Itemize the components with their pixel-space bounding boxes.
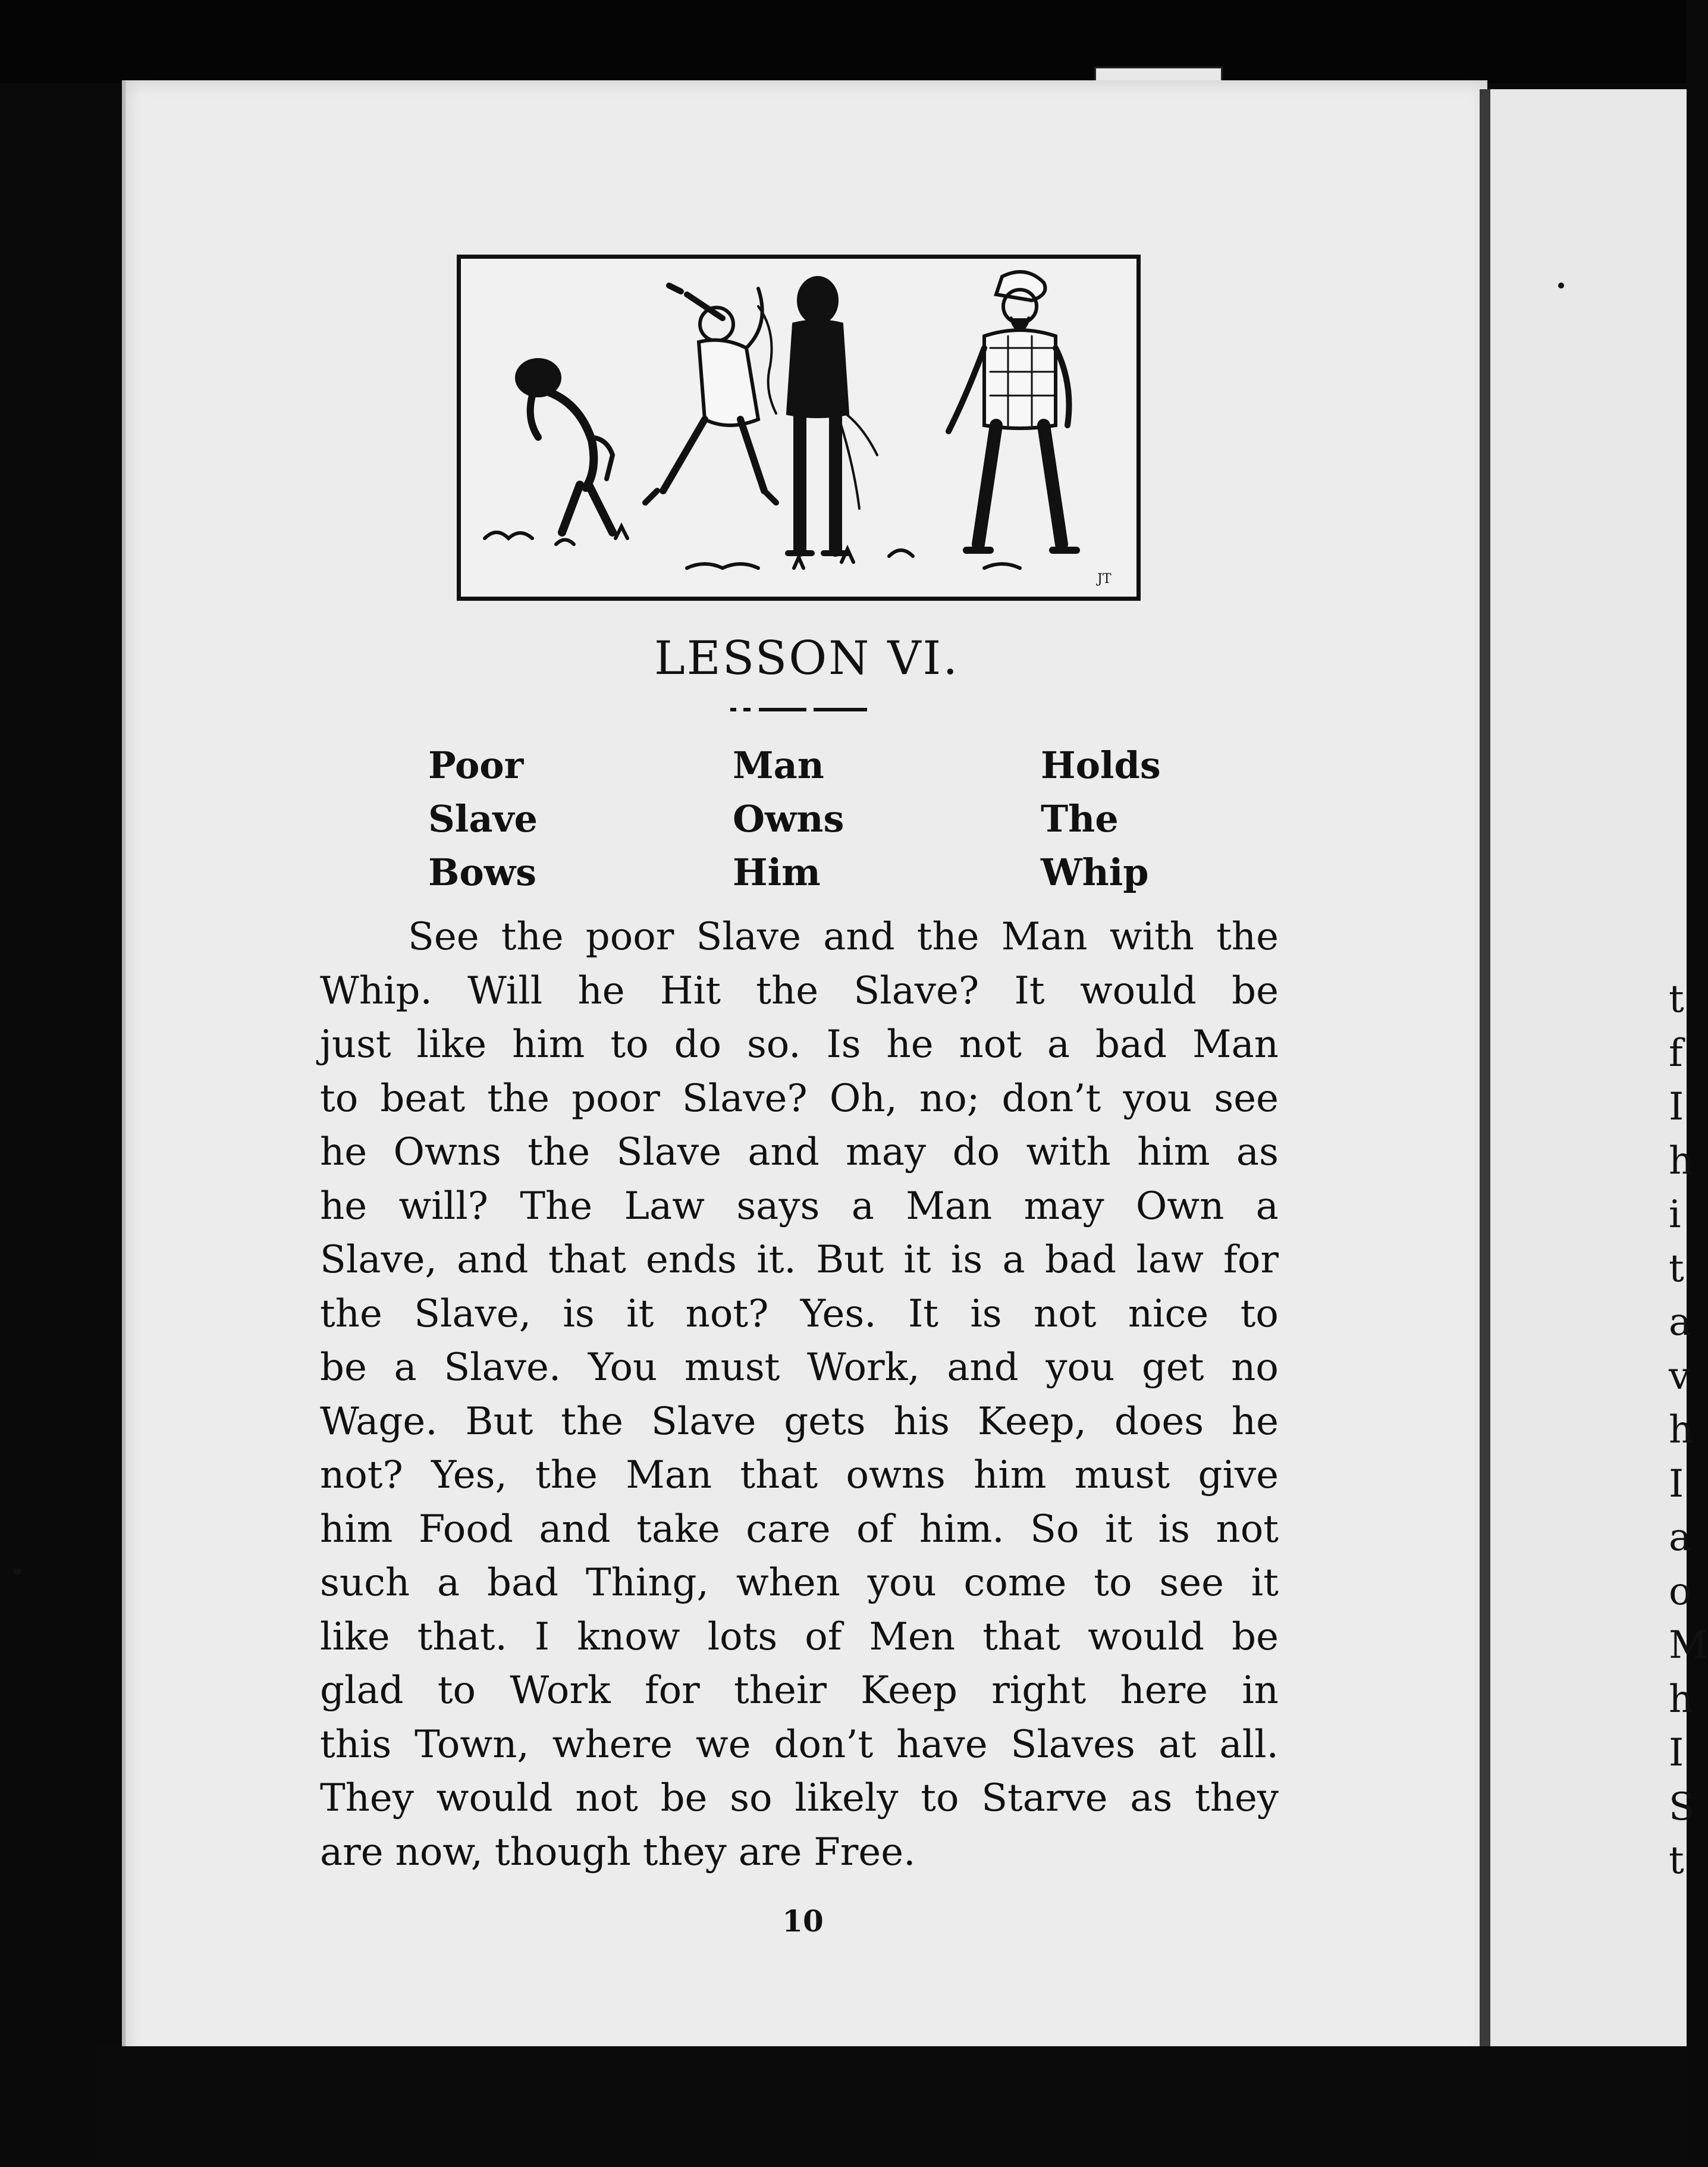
body-word: But [816, 1238, 884, 1282]
body-word: and [457, 1238, 529, 1282]
body-word: do [952, 1130, 1000, 1174]
body-word: where [552, 1722, 673, 1767]
body-word: ends [645, 1238, 737, 1282]
body-word: Slave [616, 1130, 721, 1174]
body-word: him [320, 1507, 393, 1551]
body-word: him [512, 1023, 585, 1067]
body-word: that. [417, 1614, 507, 1659]
body-word: will? [398, 1184, 488, 1228]
body-word: Free. [814, 1830, 916, 1874]
body-word: have [896, 1722, 988, 1767]
body-word: with [1026, 1130, 1111, 1174]
body-word: you [1123, 1076, 1192, 1121]
body-word: like [320, 1614, 390, 1659]
body-word: must [1074, 1453, 1170, 1497]
body-word: the [535, 1453, 598, 1497]
right-page-line-fragment: M [1669, 1623, 1708, 1667]
body-line [320, 1072, 1279, 1126]
body-word: of [805, 1614, 842, 1659]
right-page-line-fragment: t [1669, 1246, 1684, 1291]
body-word: Town, [415, 1722, 529, 1767]
body-word: he [320, 1184, 368, 1228]
body-word: Food [418, 1507, 513, 1551]
body-word: poor [585, 915, 674, 959]
body-word: Is [826, 1023, 861, 1067]
body-word: to [921, 1776, 959, 1820]
vocab-word: Whip [1041, 851, 1149, 894]
body-word: when [736, 1561, 840, 1605]
right-page-line-fragment: f [1669, 1031, 1683, 1075]
body-word: be [660, 1776, 708, 1820]
body-word: at [1158, 1722, 1197, 1767]
body-word: So [1030, 1507, 1079, 1551]
body-word: Slave? [853, 968, 979, 1013]
book-gutter [1480, 89, 1490, 2064]
lesson-title: LESSON VI. [654, 632, 960, 685]
body-word: it. [756, 1238, 796, 1282]
body-line [320, 1771, 1279, 1826]
body-line [320, 964, 1279, 1018]
body-word: would [1079, 968, 1197, 1013]
body-word: with [1109, 915, 1194, 959]
right-page-line-fragment: h [1669, 1677, 1694, 1721]
body-word: a [1002, 1238, 1025, 1282]
body-line [320, 1448, 1279, 1503]
body-word: though [494, 1830, 631, 1874]
vocab-column-2 [733, 739, 844, 899]
vocab-column-1 [428, 739, 538, 899]
body-word: Hit [660, 968, 721, 1013]
body-word: Keep, [977, 1399, 1087, 1444]
vocab-word: The [1041, 797, 1119, 841]
body-word: so. [746, 1023, 801, 1067]
body-word: not [1034, 1291, 1097, 1336]
body-word: don’t [774, 1722, 874, 1767]
right-page-line-fragment: h [1669, 1408, 1694, 1452]
right-page-line-fragment: a [1669, 1300, 1692, 1344]
body-word: to [320, 1076, 359, 1121]
body-word: The [520, 1184, 593, 1228]
body-word: bad [1045, 1238, 1117, 1282]
body-line [320, 1556, 1279, 1610]
body-word: says [736, 1184, 820, 1228]
body-word: Oh, [829, 1076, 897, 1121]
body-word: now, [395, 1830, 483, 1874]
body-word: be [1232, 1614, 1279, 1659]
body-word: give [1198, 1453, 1279, 1497]
body-word: a [437, 1561, 460, 1605]
body-word: right [991, 1669, 1087, 1713]
body-word: Will [467, 968, 543, 1013]
page-number: 10 [782, 1903, 824, 1939]
body-word: Slave [696, 915, 802, 959]
body-word: such [320, 1561, 410, 1605]
body-line [320, 1287, 1279, 1341]
body-word: not? [320, 1453, 403, 1497]
right-page-line-fragment: h [1669, 1139, 1694, 1183]
body-word: take [636, 1507, 720, 1551]
body-word: Slave. [444, 1346, 561, 1390]
body-word: lots [707, 1614, 778, 1659]
whip-holder-figure [949, 272, 1076, 550]
body-word: is [1158, 1507, 1190, 1551]
body-word: as [1236, 1130, 1279, 1174]
body-word: in [1242, 1669, 1279, 1713]
body-word: You [588, 1346, 658, 1390]
body-word: the [916, 915, 979, 959]
body-word: just [320, 1023, 391, 1067]
body-word: Man [1192, 1023, 1279, 1067]
body-word: Slave, [414, 1291, 532, 1336]
body-word: him. [919, 1507, 1004, 1551]
body-line [320, 1503, 1279, 1557]
body-word: Whip. [320, 968, 432, 1013]
body-word: are [738, 1830, 802, 1874]
body-word: here [1120, 1669, 1208, 1713]
right-page-line-fragment: S [1669, 1785, 1695, 1829]
title-divider [730, 708, 867, 711]
body-line [320, 1125, 1279, 1180]
body-word: you [1045, 1346, 1115, 1390]
body-word: a [394, 1346, 417, 1390]
body-word: the [756, 968, 819, 1013]
body-word: be [1232, 968, 1279, 1013]
body-word: that [982, 1614, 1060, 1659]
body-word: like [416, 1023, 487, 1067]
body-word: a [1047, 1023, 1070, 1067]
body-word: a [1255, 1184, 1279, 1228]
body-line [320, 1610, 1279, 1664]
body-word: that [548, 1238, 626, 1282]
right-page-line-fragment: v [1669, 1354, 1691, 1398]
body-word: not [959, 1023, 1022, 1067]
body-word: Starve [981, 1776, 1108, 1820]
body-word: not? [685, 1291, 769, 1336]
film-border-bottom [95, 2046, 1687, 2167]
body-word: Men [869, 1614, 956, 1659]
body-word: It [1014, 968, 1045, 1013]
body-word: poor [572, 1076, 660, 1121]
body-word: you [867, 1561, 937, 1605]
body-word: may [1023, 1184, 1104, 1228]
body-word: this [320, 1722, 392, 1767]
body-word: Work, [807, 1346, 920, 1390]
body-word: may [846, 1130, 927, 1174]
body-word: and [823, 915, 895, 959]
right-page-line-fragment: I [1669, 1731, 1684, 1775]
vocab-word: Poor [428, 744, 524, 787]
body-word: does [1114, 1399, 1204, 1444]
body-word: owns [846, 1453, 946, 1497]
film-border-top [0, 0, 1687, 83]
slave-illustration [457, 255, 1141, 601]
body-word: it [903, 1238, 931, 1282]
body-word: Work [510, 1669, 611, 1713]
artist-signature: JT [1097, 572, 1112, 587]
body-word: Owns [393, 1130, 501, 1174]
body-word: would [1088, 1614, 1205, 1659]
film-speck [13, 1568, 21, 1575]
bowing-slave-figure [517, 360, 613, 532]
body-word: likely [795, 1776, 899, 1820]
body-line [320, 1664, 1279, 1718]
body-word: the [501, 915, 564, 959]
body-word: is [563, 1291, 595, 1336]
body-word: care [746, 1507, 831, 1551]
body-word: no; [919, 1076, 980, 1121]
right-page [1490, 89, 1687, 2070]
body-word: to [437, 1669, 476, 1713]
body-word: I [534, 1614, 550, 1659]
body-word: he [320, 1130, 368, 1174]
body-word: it [1104, 1507, 1133, 1551]
body-word: of [856, 1507, 894, 1551]
body-word: their [734, 1669, 827, 1713]
right-page-line-fragment: i [1669, 1193, 1681, 1237]
body-word: don’t [1001, 1076, 1101, 1121]
body-word: all. [1219, 1722, 1279, 1767]
body-word: beat [380, 1076, 466, 1121]
page-speck [1558, 283, 1564, 288]
body-word: Wage. [320, 1399, 438, 1444]
body-line [320, 1341, 1279, 1395]
body-word: the [528, 1130, 591, 1174]
body-word: glad [320, 1669, 404, 1713]
body-word: it [626, 1291, 654, 1336]
body-word: do [674, 1023, 722, 1067]
vocab-word: Man [733, 744, 824, 787]
body-word: to [610, 1023, 649, 1067]
body-line [320, 1233, 1279, 1287]
vocab-word: Him [733, 851, 821, 894]
right-page-line-fragment: a [1669, 1516, 1692, 1560]
right-page-line-fragment: o [1669, 1569, 1692, 1614]
body-line [320, 1718, 1279, 1772]
body-word: Thing, [585, 1561, 709, 1605]
body-word: they [642, 1830, 727, 1874]
body-word: Slave? [682, 1076, 808, 1121]
right-page-line-fragment: t [1669, 1839, 1684, 1883]
body-word: It [908, 1291, 938, 1336]
body-word: See [408, 915, 479, 959]
body-word: know [577, 1614, 680, 1659]
body-word: no [1231, 1346, 1279, 1390]
body-word: to [1094, 1561, 1132, 1605]
vocab-word: Holds [1041, 744, 1161, 787]
body-word: is [970, 1291, 1002, 1336]
body-word: are [320, 1830, 384, 1874]
body-word: They [320, 1776, 414, 1820]
body-word: not [1216, 1507, 1279, 1551]
body-word: law [1136, 1238, 1204, 1282]
body-word: Man [1001, 915, 1088, 959]
body-word: for [644, 1669, 700, 1713]
body-word: be [320, 1346, 367, 1390]
body-word: would [436, 1776, 553, 1820]
body-word: But [465, 1399, 533, 1444]
body-word: as [1130, 1776, 1173, 1820]
body-word: the [487, 1076, 550, 1121]
body-word: and [539, 1507, 611, 1551]
body-word: him [1137, 1130, 1210, 1174]
body-word: Own [1135, 1184, 1225, 1228]
vocab-word: Bows [428, 851, 537, 894]
body-word: we [695, 1722, 751, 1767]
vocab-column-3 [1041, 739, 1161, 899]
body-word: a [851, 1184, 874, 1228]
body-word: he [1231, 1399, 1279, 1444]
right-page-line-fragment: I [1669, 1085, 1684, 1129]
body-word: Man [626, 1453, 712, 1497]
body-word: come [963, 1561, 1067, 1605]
body-word: gets [784, 1399, 866, 1444]
raising-whip-figure [645, 286, 776, 503]
body-word: see [1159, 1561, 1224, 1605]
body-word: bad [487, 1561, 559, 1605]
body-word: and [947, 1346, 1019, 1390]
body-word: get [1141, 1346, 1204, 1390]
right-page-text-fragments [1669, 973, 1708, 1888]
body-word: they [1195, 1776, 1279, 1820]
body-word: that [740, 1453, 818, 1497]
body-word: to [1240, 1291, 1279, 1336]
lesson-body [320, 910, 1279, 1879]
body-line [320, 1826, 1279, 1880]
body-word: Law [624, 1184, 705, 1228]
body-word: the [320, 1291, 382, 1336]
body-word: so [730, 1776, 773, 1820]
body-word: Man [906, 1184, 993, 1228]
body-word: Slave [651, 1399, 756, 1444]
body-word: Yes, [431, 1453, 507, 1497]
body-word: nice [1128, 1291, 1209, 1336]
body-word: him [974, 1453, 1047, 1497]
body-word: Slaves [1010, 1722, 1135, 1767]
body-word: Keep [861, 1669, 957, 1713]
body-word: for [1223, 1238, 1279, 1282]
vocab-word: Owns [733, 797, 844, 841]
body-word: he [577, 968, 625, 1013]
body-word: his [893, 1399, 950, 1444]
right-page-line-fragment: t [1669, 977, 1684, 1021]
body-word: he [886, 1023, 934, 1067]
right-page-line-fragment: I [1669, 1462, 1684, 1506]
body-line [320, 1395, 1279, 1449]
body-word: not [575, 1776, 638, 1820]
body-line [320, 1180, 1279, 1234]
body-word: the [561, 1399, 624, 1444]
body-word: Slave, [320, 1238, 437, 1282]
body-word: must [684, 1346, 780, 1390]
body-word: bad [1095, 1023, 1167, 1067]
body-word: Yes. [800, 1291, 877, 1336]
body-line [320, 1018, 1279, 1072]
body-line [320, 910, 1279, 964]
body-word: and [748, 1130, 820, 1174]
body-word: it [1251, 1561, 1279, 1605]
vocab-word: Slave [428, 797, 538, 841]
body-word: is [950, 1238, 983, 1282]
body-word: the [1216, 915, 1279, 959]
body-word: see [1214, 1076, 1279, 1121]
